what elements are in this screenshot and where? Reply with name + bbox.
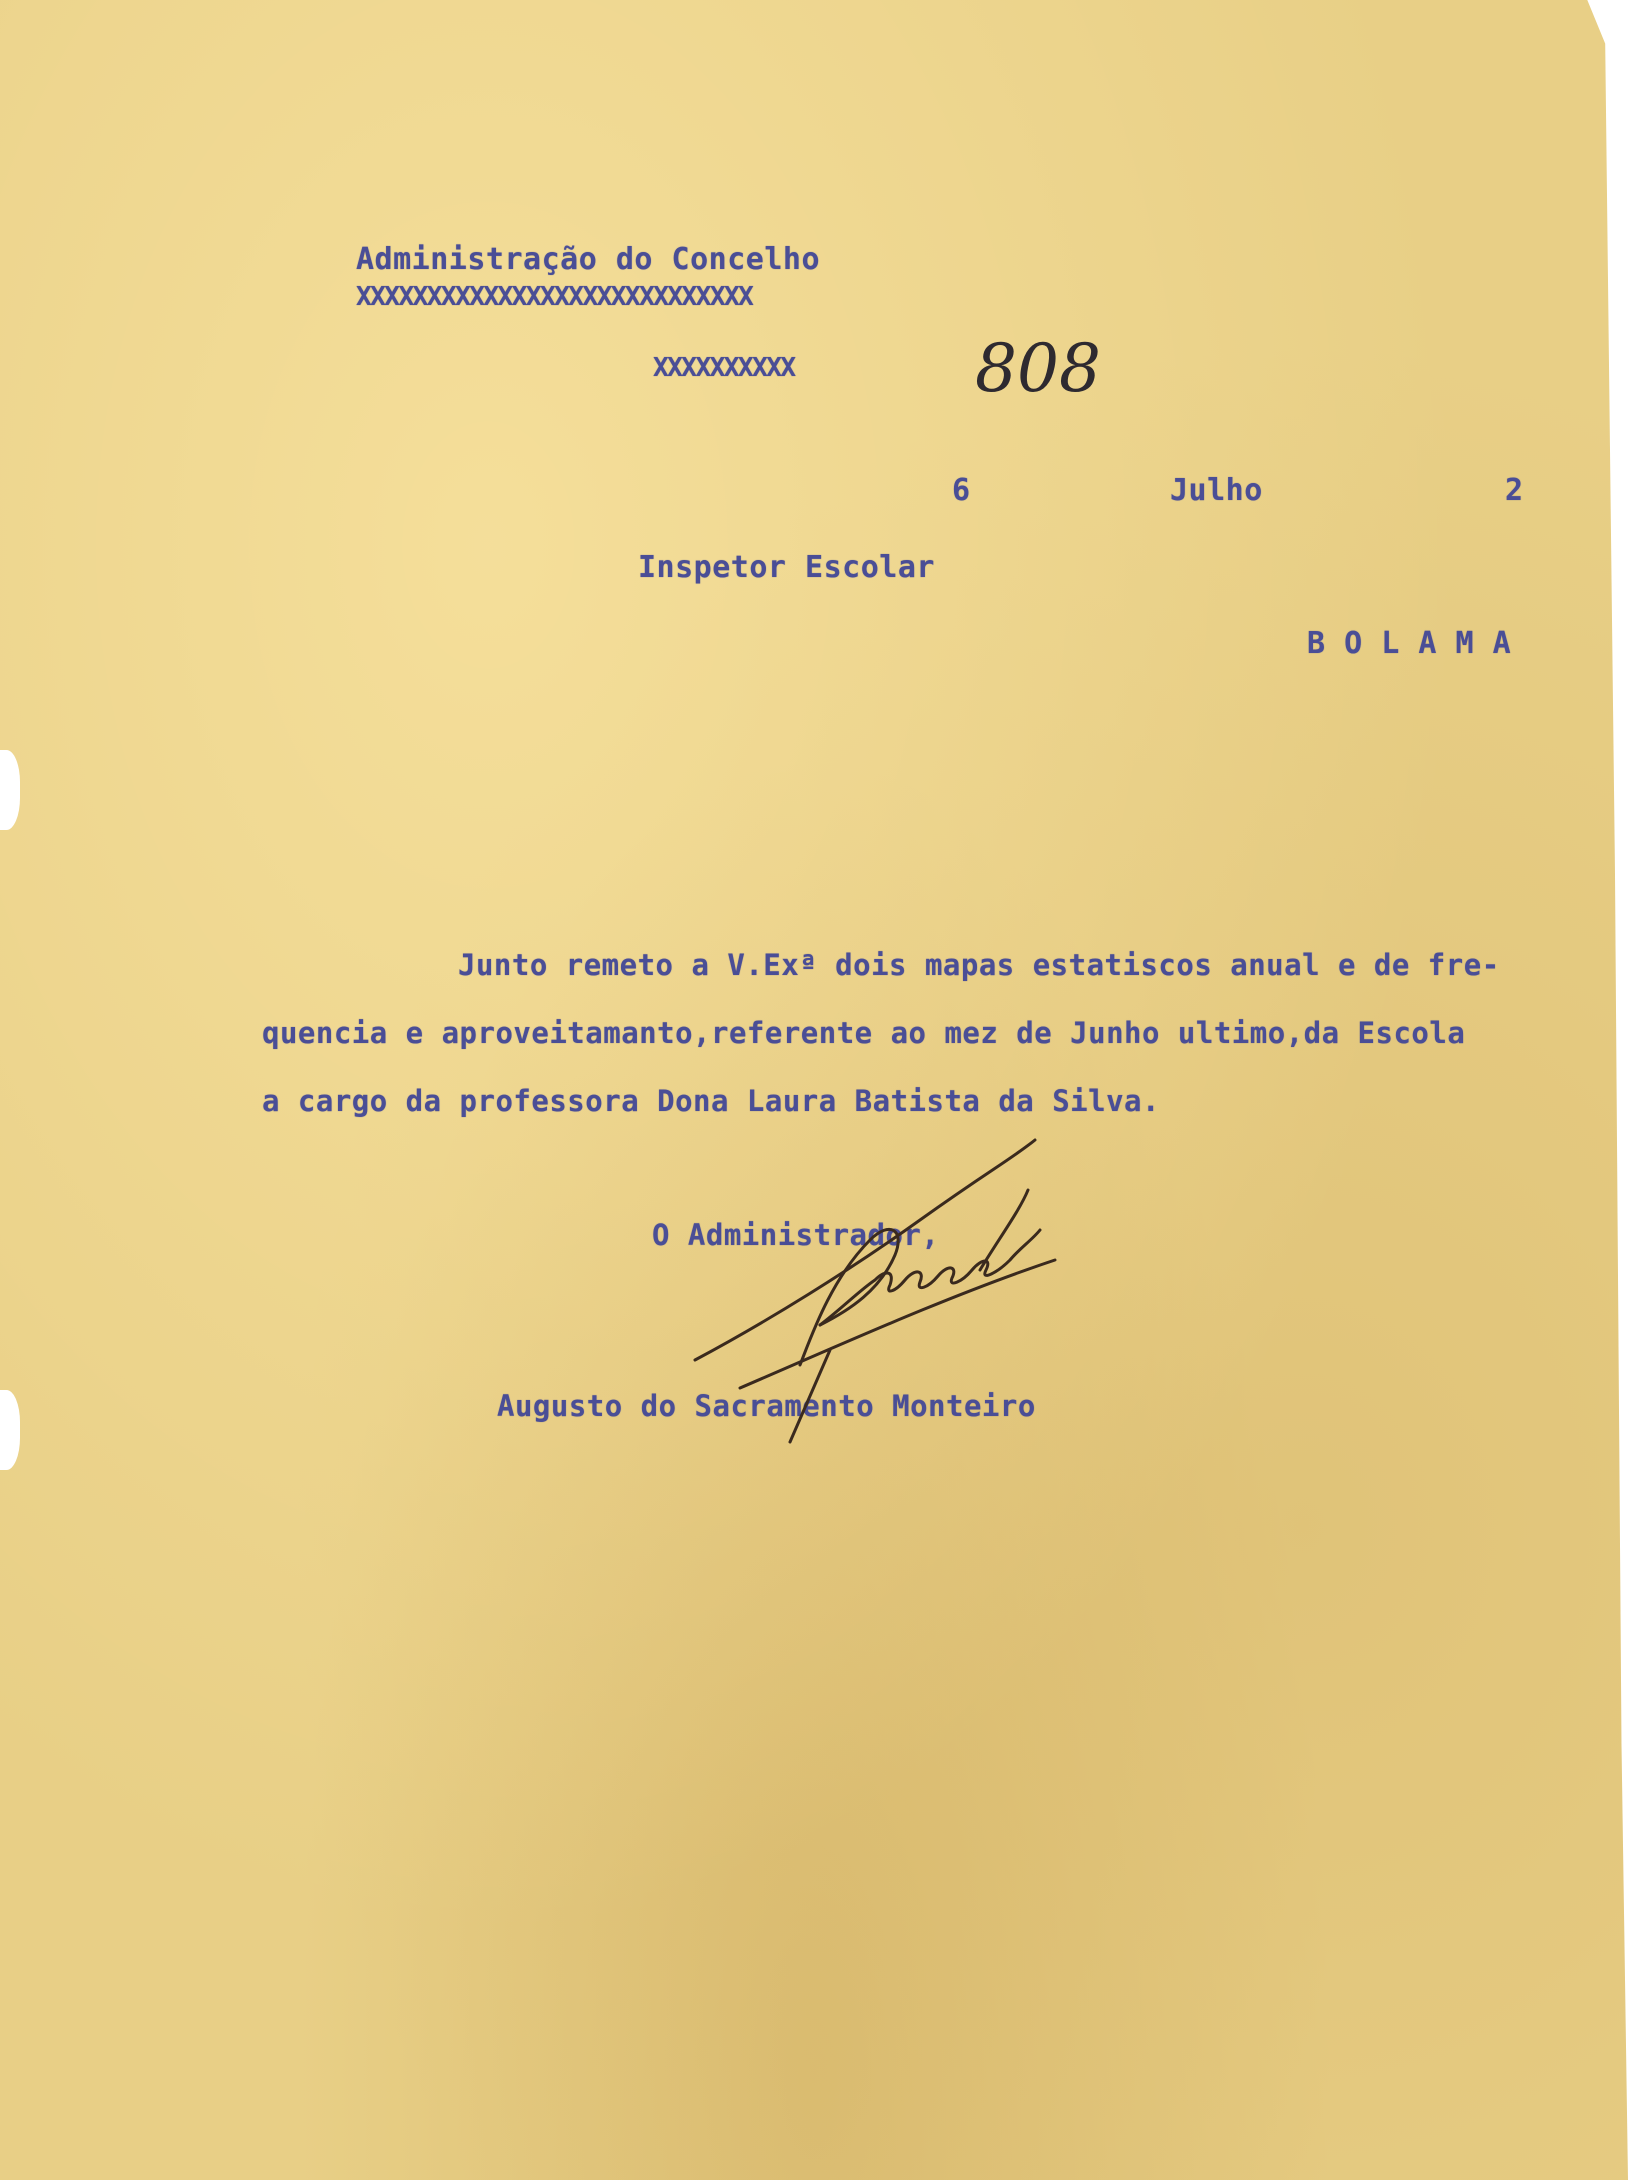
addressee-location: B O L A M A: [1307, 626, 1512, 661]
date-day: 6: [952, 473, 971, 508]
signatory-role: O Administrador,: [652, 1218, 940, 1252]
struck-out-line: XXXXXXXXXXXXXXXXXXXXXXXXXXXX: [356, 282, 753, 312]
body-line: Junto remeto a V.Exª dois mapas estatiscos anual e de fre-: [458, 948, 1500, 982]
body-line: a cargo da professora Dona Laura Batista da Silva.: [262, 1084, 1160, 1118]
punch-hole: [0, 750, 20, 830]
addressee-title: Inspetor Escolar: [638, 550, 935, 585]
punch-hole: [0, 1390, 20, 1470]
date-year: 2: [1505, 473, 1524, 508]
body-line: quencia e aproveitamanto,referente ao mez de Junho ultimo,da Escola: [262, 1016, 1466, 1050]
signatory-name: Augusto do Sacramento Monteiro: [497, 1389, 1036, 1423]
handwritten-signature: [680, 1120, 1100, 1460]
office-heading: Administração do Concelho: [356, 242, 821, 277]
struck-out-short-line: XXXXXXXXXX: [653, 353, 795, 383]
handwritten-reference-number: 808: [975, 330, 1101, 407]
date-month: Julho: [1170, 473, 1263, 508]
